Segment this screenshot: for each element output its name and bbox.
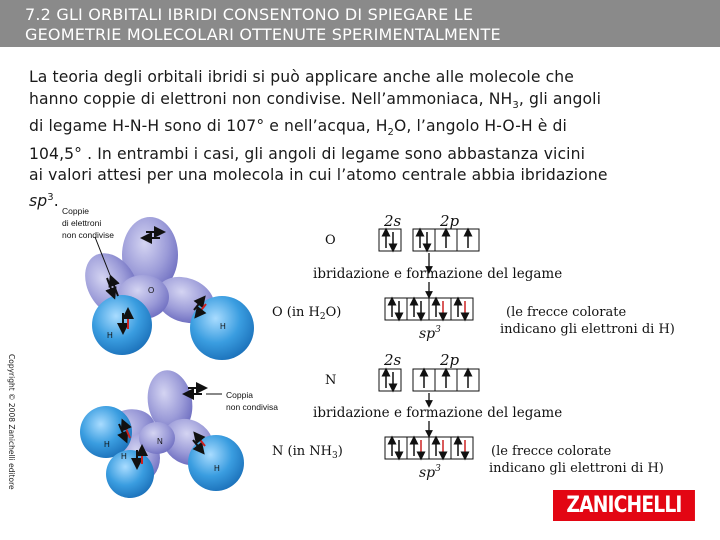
label-2p: 2p (440, 212, 460, 230)
orbital-diagram-nitrogen (272, 351, 664, 481)
ammonia-molecule (80, 367, 278, 498)
hydrogen-sphere (106, 450, 154, 498)
body-line-5: ai valori attesi per una molecola in cui l’atomo centrale abbia ibridazione (29, 166, 608, 185)
water-label-line: non condivise (62, 230, 114, 240)
hydrogen-label: H (107, 331, 113, 340)
hybrid-label: $sp^3$ (419, 464, 441, 481)
hydrogen-label: H (104, 440, 110, 449)
water-label-line: di elettroni (62, 218, 102, 228)
body-line-2: hanno coppie di elettroni non condivise. Nell’ammoniaca, $NH_3$, gli angoli (29, 89, 602, 111)
ammonia-label-line: Coppia (226, 390, 253, 400)
oxygen-label: O (148, 286, 155, 295)
body-line-1: La teoria degli orbitali ibridi si può applicare anche alle molecole che (29, 68, 574, 86)
orbital-boxes-2s (379, 369, 401, 391)
orbital-boxes-2s (379, 229, 401, 251)
note-line-1: (le frecce colorate (506, 305, 627, 320)
orbital-diagram-oxygen (272, 212, 675, 342)
orbital-boxes-2p (413, 229, 479, 251)
body-line-4: 104,5° . In entrambi i casi, gli angoli di legame sono abbastanza vicini (29, 144, 586, 163)
ammonia-label-line: non condivisa (226, 402, 278, 412)
label-2s: 2s (384, 351, 402, 369)
orbital-boxes-2p (413, 369, 479, 391)
result-label: N (in $NH_3$) (272, 444, 343, 461)
atom-label-o: O (325, 233, 336, 248)
atom-label-n: N (325, 373, 337, 388)
water-label-line: Coppie (62, 206, 89, 216)
process-label: ibridazione e formazione del legame (313, 266, 563, 282)
label-2s: 2s (384, 212, 402, 230)
hydrogen-label: H (220, 322, 226, 331)
hydrogen-sphere (80, 406, 132, 458)
hybrid-label: $sp^3$ (419, 325, 441, 342)
copyright-notice: Copyright © 2008 Zanichelli editore (7, 354, 16, 490)
water-molecule (62, 206, 254, 360)
label-2p: 2p (440, 351, 460, 369)
nitrogen-label: N (157, 437, 163, 446)
result-label: O (in $H_2O$) (272, 305, 342, 322)
hydrogen-label: H (121, 452, 127, 461)
process-label: ibridazione e formazione del legame (313, 405, 563, 421)
note-line-2: indicano gli elettroni di H) (489, 461, 664, 476)
note-line-1: (le frecce colorate (491, 444, 612, 459)
note-line-2: indicano gli elettroni di H) (500, 322, 675, 337)
title-text-2: GEOMETRIE MOLECOLARI OTTENUTE SPERIMENTALMENTE (25, 25, 501, 44)
body-line-3: di legame H-N-H sono di 107° e nell’acqua, $H_2O$, l’angolo H-O-H è di (29, 117, 567, 139)
hybrid-boxes (385, 437, 473, 459)
hybrid-boxes (385, 298, 473, 320)
title-text-1: GLI ORBITALI IBRIDI CONSENTONO DI SPIEGARE LE (56, 5, 474, 24)
hydrogen-label: H (214, 464, 220, 473)
body-line-6: $sp^3$. (29, 191, 59, 210)
publisher-logo: ZANICHELLI (553, 490, 695, 521)
section-number: 7.2 (25, 5, 52, 24)
